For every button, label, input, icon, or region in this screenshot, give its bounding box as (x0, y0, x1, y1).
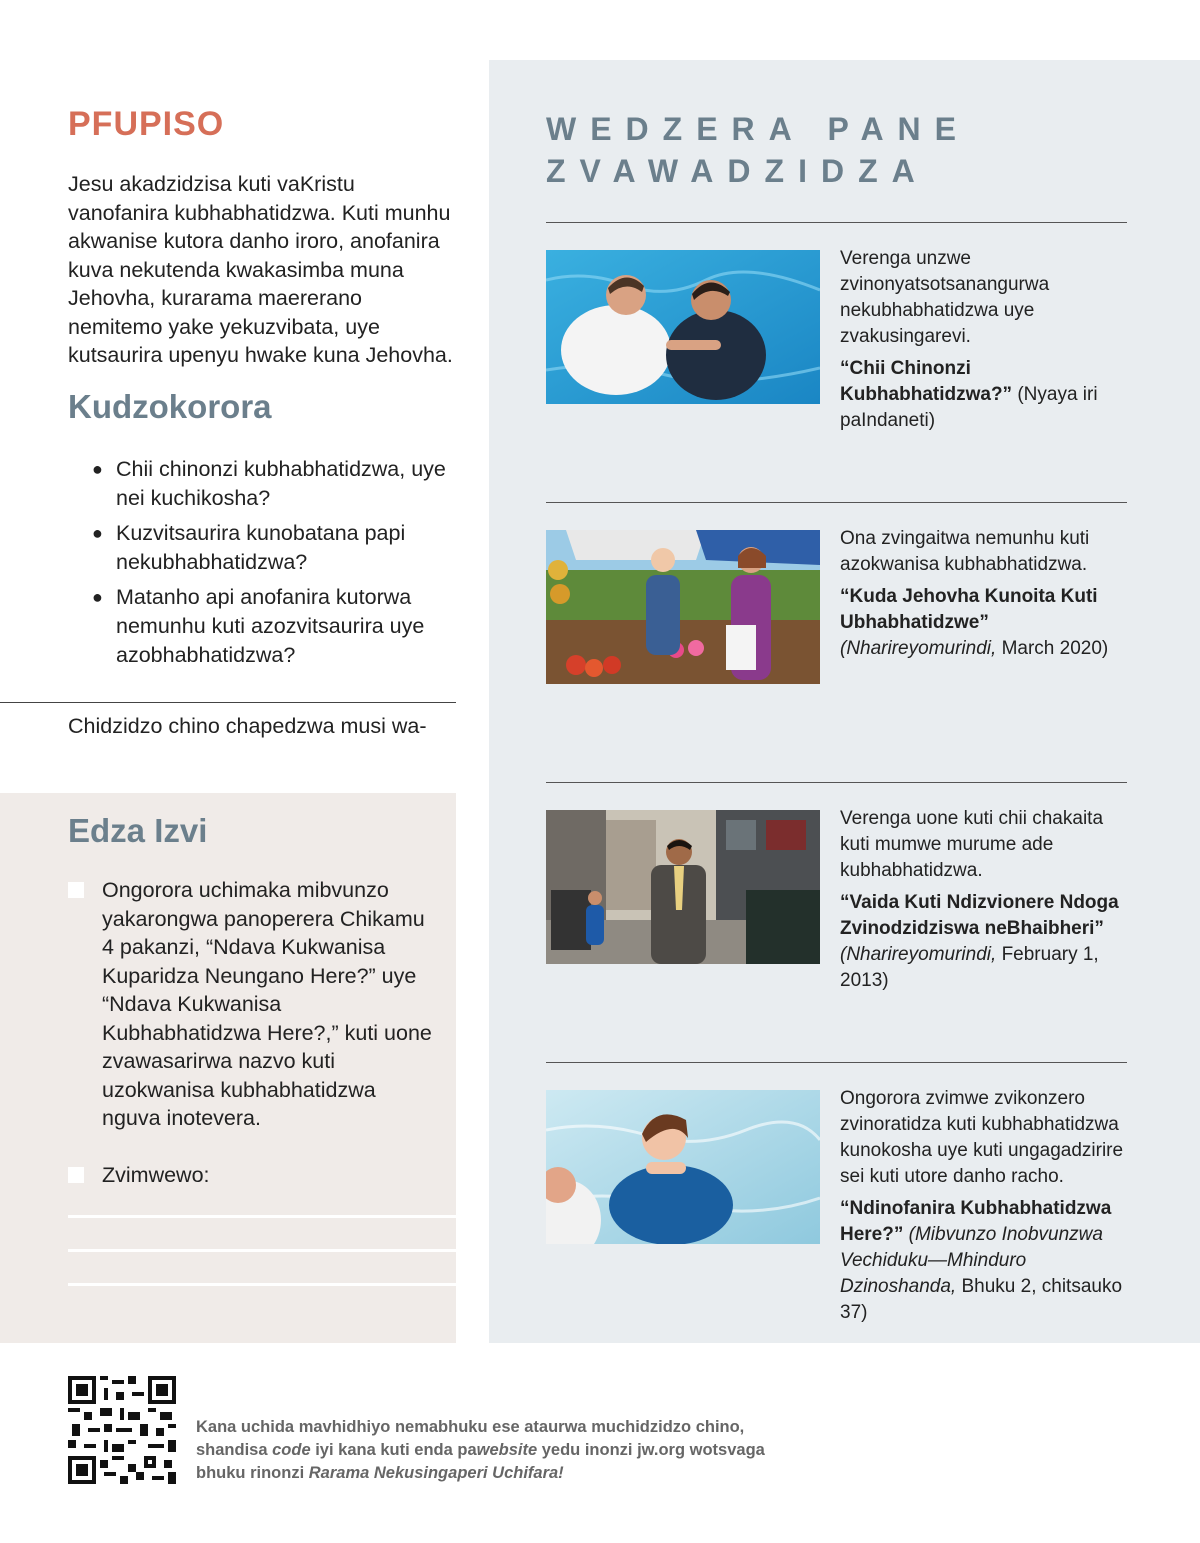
task-item (68, 1161, 438, 1190)
divider (546, 1062, 1127, 1063)
divider (546, 502, 1127, 503)
list-item: ● Chii chinonzi kubhabhatidzwa, uye nei kuchikosha? (92, 457, 446, 510)
resource-title[interactable]: “Chii Chinonzi Kubhabhatidzwa?” (840, 358, 1013, 405)
bullet-icon: ● (92, 523, 103, 543)
task-text: Ongorora uchimaka mibvunzo yakarongwa panoperera Chikamu 4 pakanzi, “Ndava Kukwanisa Kuparidza Neungano Here?” uye “Ndava Kukwanisa Kubhabhatidzwa Here?,” kuti uone zvawasarirwa nazvo kuti uzokwanisa kubhabhatidzwa nguva inotevera. (102, 878, 432, 1130)
list-item: ● Kuzvitsaurira kunobatana papi nekubhabhatidzwa? (92, 521, 406, 574)
resource-card: Ona zvingaitwa nemunhu kuti azokwanisa kubhabhatidzwa. “Kuda Jehovha Kunoita Kuti Ubhabhatidzwe” (Nharireyomurindi, March 2020) (840, 528, 1109, 659)
try-this-title: Edza Izvi (68, 812, 208, 849)
bullet-icon: ● (92, 459, 103, 479)
review-title: Kudzokorora (68, 388, 272, 425)
task-item (68, 876, 438, 1133)
divider (546, 782, 1127, 783)
learn-more-title: WEDZERA PANE ZVAWADZIDZA (546, 111, 970, 189)
summary-title: PFUPISO (68, 105, 225, 143)
qr-code-icon[interactable] (68, 1376, 176, 1484)
list-item: ● Matanho api anofanira kutorwa nemunhu kuti azozvitsaurira uye azobhabhatidzwa? (92, 585, 425, 667)
resource-card: Verenga unzwe zvinonyatsotsanangurwa nekubhabhatidzwa uye zvakusingarevi. “Chii Chinonzi Kubhabhatidzwa?” (Nyaya iri paIndaneti) (840, 248, 1098, 431)
bullet-icon: ● (92, 587, 103, 607)
date-line: Chidzidzo chino chapedzwa musi wa- (68, 714, 427, 738)
market-photo (546, 530, 820, 684)
write-line[interactable] (68, 1283, 456, 1286)
resource-card: Ongorora zvimwe zvikonzero zvinoratidza kuti kubhabhatidzwa kunokosha uye kuti ungagadzirire sei kuti utore danho racho. “Ndinofanira Kubhabhatidzwa Here?” (Mibvunzo Inobvunzwa Vechiduku—Mhinduro Dzinoshanda, Bhuku 2, chitsauko 37) (840, 1088, 1124, 1323)
resource-title[interactable]: “Vaida Kuti Ndizvionere Ndoga Zvinodzidziswa neBhaibheri” (840, 892, 1119, 939)
resource-title[interactable]: “Kuda Jehovha Kunoita Kuti Ubhabhatidzwe” (840, 586, 1098, 633)
resource-title[interactable]: “Ndinofanira Kubhabhatidzwa Here?” (840, 1198, 1112, 1245)
review-list (92, 455, 452, 676)
young-woman-baptism-photo (546, 1090, 820, 1244)
city-street-photo (546, 810, 820, 964)
baptism-photo (546, 250, 820, 404)
write-line[interactable] (68, 1215, 456, 1218)
write-line[interactable] (68, 1249, 456, 1252)
checkbox[interactable] (68, 1167, 84, 1183)
divider (0, 702, 456, 703)
task-text: Zvimwewo: (102, 1163, 210, 1187)
divider (546, 222, 1127, 223)
summary-text: Jesu akadzidzisa kuti vaKristu vanofanira kubhabhatidzwa. Kuti munhu akwanise kutora danho iroro, anofanira kuva nekutenda kwakasimba muna Jehovha, kurarama maererano nemitemo yake yekuzvibata, uye kutsaurira upenyu hwake kuna Jehovha. (68, 172, 453, 367)
footer-note: Kana uchida mavhidhiyo nemabhuku ese ataurwa muchidzidzo chino, shandisa code iyi kana kuti enda pawebsite yedu inonzi jw.org wotsvaga bhuku rinonzi Rarama Nekusingaperi Uchifara! (196, 1418, 765, 1482)
resource-card: Verenga uone kuti chii chakaita kuti mumwe murume ade kubhabhatidzwa. “Vaida Kuti Ndizvionere Ndoga Zvinodzidziswa neBhaibheri” (Nharireyomurindi, February 1, 2013) (840, 808, 1119, 991)
checkbox[interactable] (68, 882, 84, 898)
